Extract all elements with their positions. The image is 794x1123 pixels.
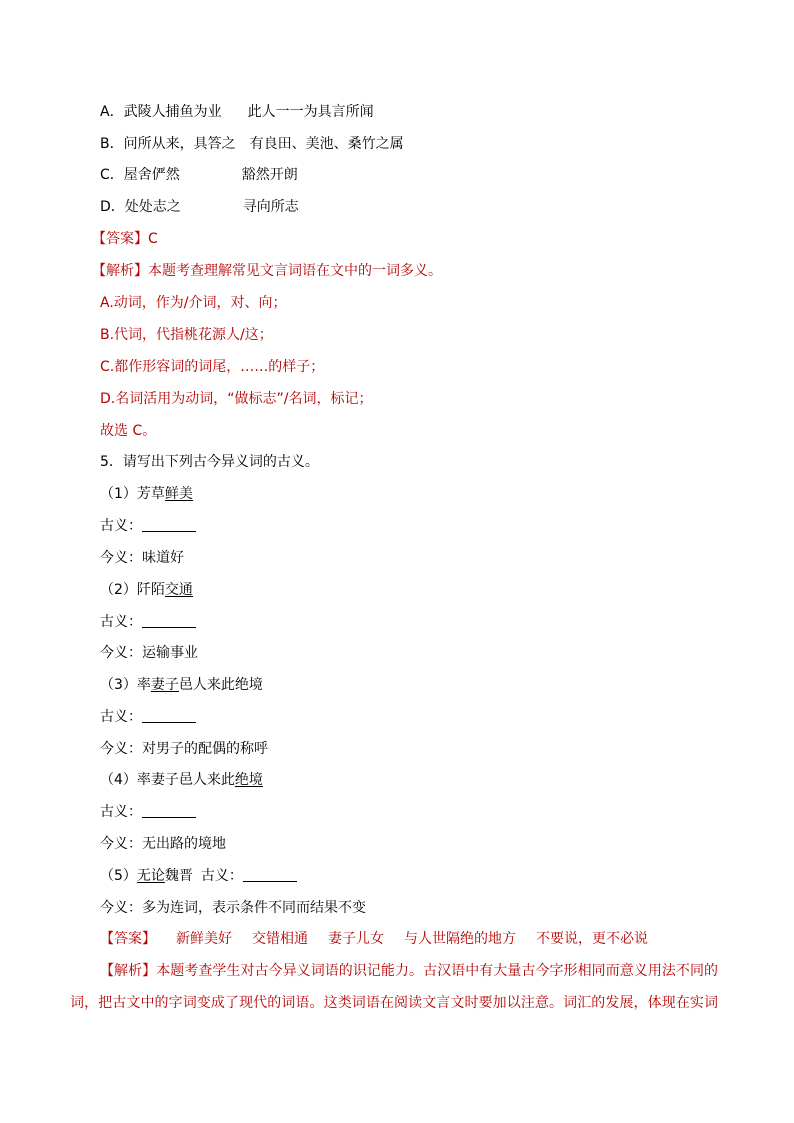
q5-item-3: （3）率妻子邑人来此绝境 xyxy=(100,677,263,693)
answer-value: 妻子儿女 xyxy=(328,931,384,947)
answer-value: 新鲜美好 xyxy=(176,931,232,947)
analysis-2-line-1 xyxy=(100,961,718,981)
q5-item-1-jin: 今义：味道好 xyxy=(100,550,184,566)
answer-tag: 【答案】 xyxy=(92,231,148,247)
q5-item-2-jin: 今义：运输事业 xyxy=(100,645,198,661)
question-5-title: 5．请写出下列古今异义词的古义。 xyxy=(100,454,319,470)
answer-1 xyxy=(92,229,158,249)
analysis-item-c: C.都作形容词的词尾，……的样子； xyxy=(100,359,325,375)
answer-blank[interactable] xyxy=(142,517,196,532)
q5-item-3-gu: 古义： xyxy=(100,707,196,727)
answer-2 xyxy=(100,929,648,949)
answer-value: C xyxy=(148,231,158,247)
q5-item-4-gu: 古义： xyxy=(100,802,196,822)
answer-tag: 【答案】 xyxy=(100,931,156,947)
analysis-1 xyxy=(92,261,442,281)
analysis-item-d: D.名词活用为动词，“做标志”/名词，标记； xyxy=(100,391,373,407)
option-a: A．武陵人捕鱼为业 此人一一为具言所闻 xyxy=(100,104,374,120)
analysis-2-line-2: 词，把古文中的字词变成了现代的词语。这类词语在阅读文言文时要加以注意。词汇的发展，体现在实词 xyxy=(70,995,718,1011)
analysis-conclusion: 故选 C。 xyxy=(100,423,157,439)
q5-item-4-jin: 今义：无出路的境地 xyxy=(100,836,226,852)
analysis-tag: 【解析】 xyxy=(100,963,157,979)
option-c: C．屋舍俨然 豁然开朗 xyxy=(100,167,298,183)
q5-item-2-gu: 古义： xyxy=(100,612,196,632)
q5-item-1: （1）芳草鲜美 xyxy=(100,486,193,502)
answer-blank[interactable] xyxy=(243,867,297,882)
analysis-text: 本题考查学生对古今异义词语的识记能力。古汉语中有大量古今字形相同而意义用法不同的 xyxy=(156,963,718,979)
answer-blank[interactable] xyxy=(142,803,196,818)
q5-item-3-jin: 今义：对男子的配偶的称呼 xyxy=(100,741,268,757)
option-d: D．处处志之 寻向所志 xyxy=(100,199,299,215)
q5-item-5-jin: 今义：多为连词，表示条件不同而结果不变 xyxy=(100,900,366,916)
answer-blank[interactable] xyxy=(142,613,196,628)
answer-value: 不要说，更不必说 xyxy=(536,931,648,947)
q5-item-4: （4）率妻子邑人来此绝境 xyxy=(100,772,263,788)
q5-item-1-gu: 古义： xyxy=(100,516,196,536)
q5-item-5: （5）无论魏晋 古义： xyxy=(100,866,297,886)
analysis-text: 本题考查理解常见文言词语在文中的一词多义。 xyxy=(148,263,442,279)
analysis-tag: 【解析】 xyxy=(92,263,148,279)
answer-value: 交错相通 xyxy=(252,931,308,947)
answer-value: 与人世隔绝的地方 xyxy=(404,931,516,947)
analysis-item-a: A.动词，作为/介词，对、向； xyxy=(100,295,287,311)
analysis-item-b: B.代词，代指桃花源人/这； xyxy=(100,327,273,343)
answer-blank[interactable] xyxy=(142,708,196,723)
option-b: B．问所从来，具答之 有良田、美池、桑竹之属 xyxy=(100,136,404,152)
q5-item-2: （2）阡陌交通 xyxy=(100,582,193,598)
